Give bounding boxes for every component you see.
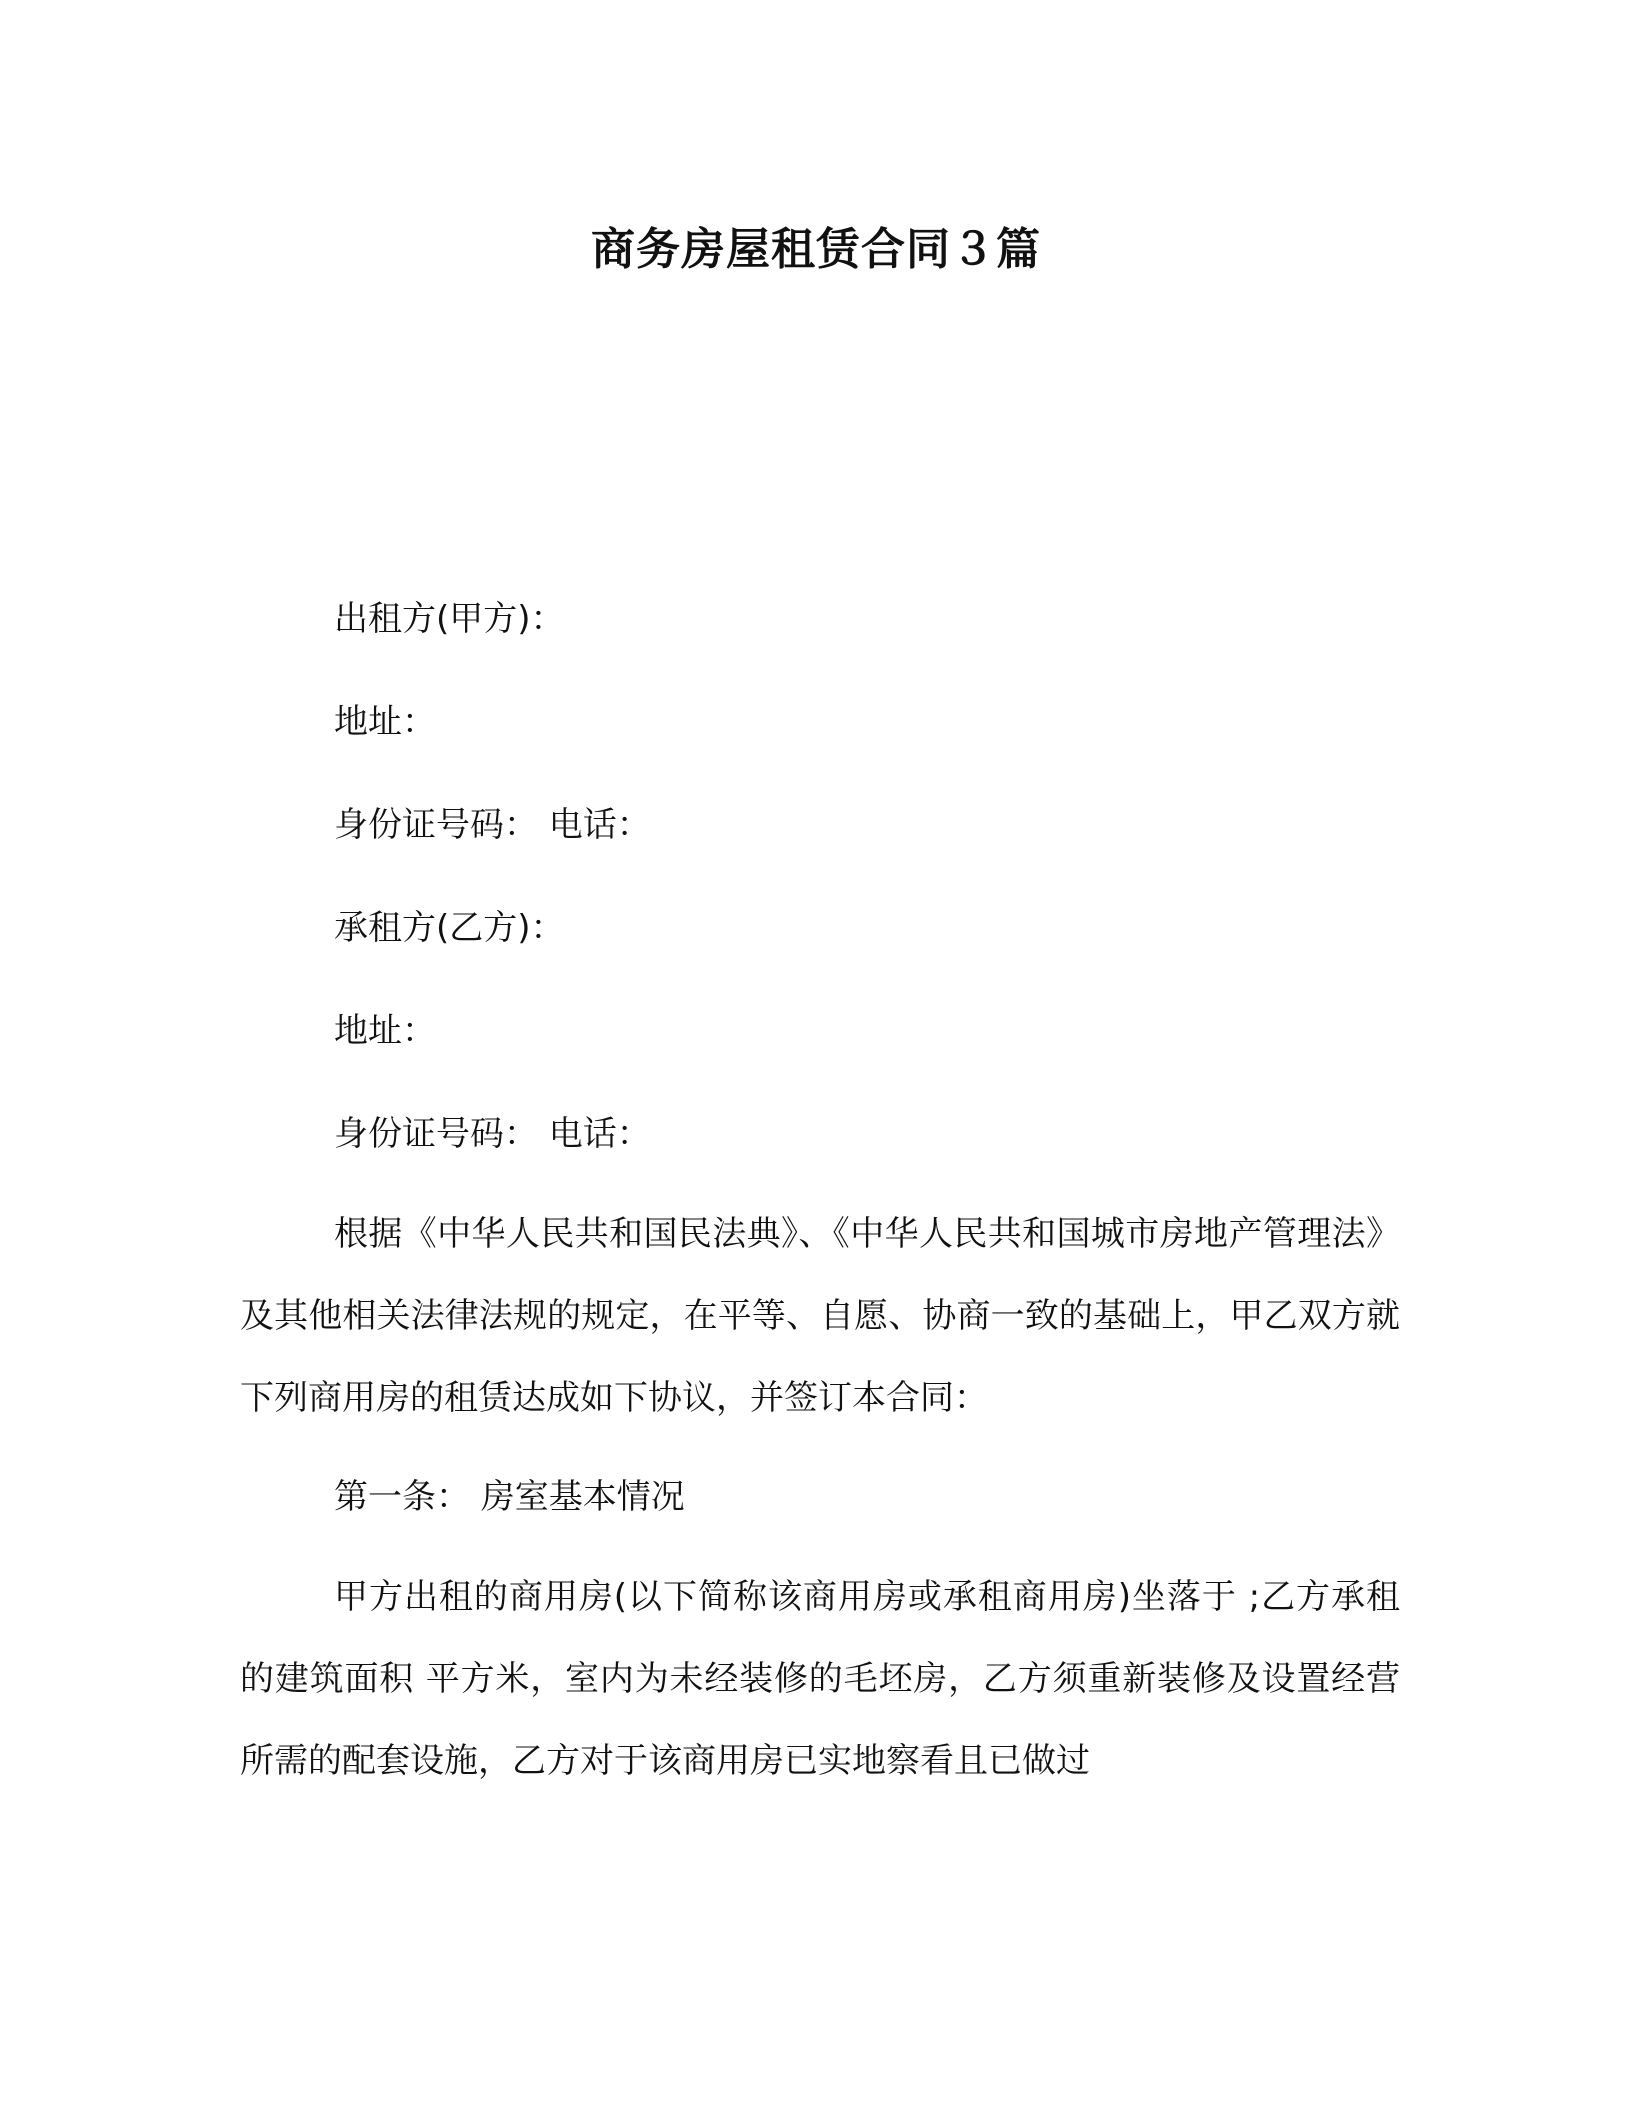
article-1-paragraph: 甲方出租的商用房(以下简称该商用房或承租商用房)坐落于 ;乙方承租的建筑面积 平方米，室内为未经装修的毛坯房，乙方须重新装修及设置经营所需的配套设施，乙方对于该商用房已实地察看且已做过: [240, 1577, 1400, 1781]
article-1-heading: 第一条： 房室基本情况: [334, 1477, 685, 1517]
document-title: 商务房屋租赁合同３篇: [591, 224, 1041, 275]
lessor-line: 出租方(甲方)：: [334, 599, 565, 639]
lessor-address-line: 地址：: [334, 702, 436, 742]
lessee-line: 承租方(乙方)：: [334, 908, 565, 948]
lessee-address-line: 地址：: [334, 1011, 436, 1051]
intro-paragraph: 根据《中华人民共和国民法典》、《中华人民共和国城市房地产管理法》及其他相关法律法规的规定，在平等、自愿、协商一致的基础上，甲乙双方就下列商用房的租赁达成如下协议，并签订本合同：: [240, 1214, 1400, 1418]
lessee-id-phone-line: 身份证号码： 电话：: [334, 1114, 651, 1154]
lessor-id-phone-line: 身份证号码： 电话：: [334, 805, 651, 845]
